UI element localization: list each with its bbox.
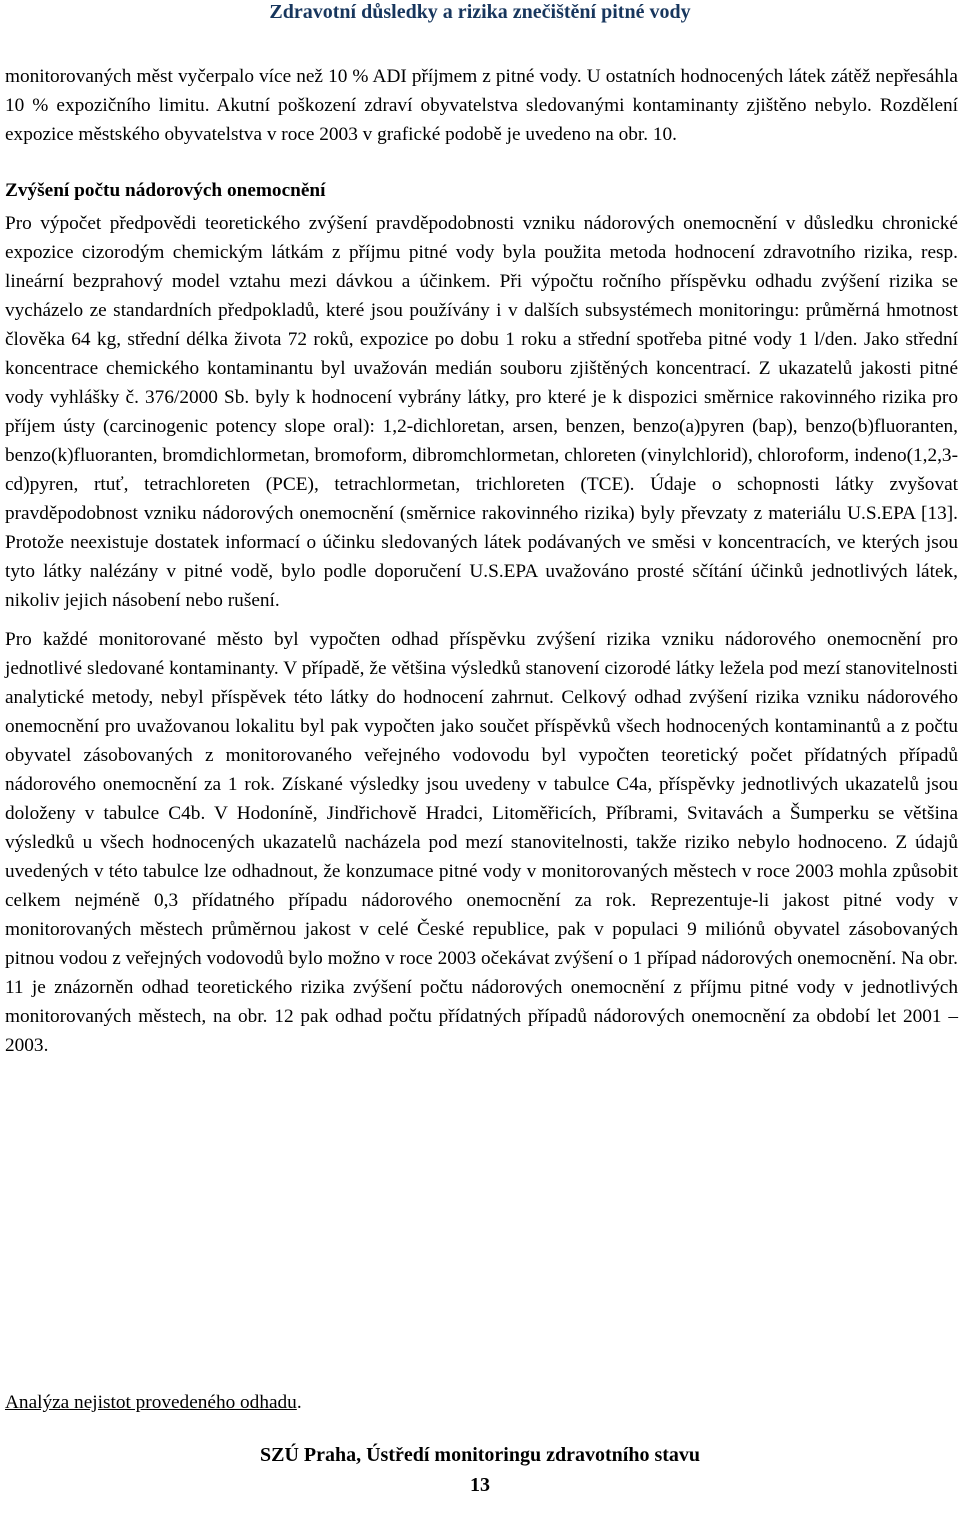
section-paragraph-1: Pro výpočet předpovědi teoretického zvýšení pravděpodobnosti vzniku nádorových onemocnění v důsledku chronické expozice cizorodým chemickým látkám z příjmu pitné vody byla použita metoda hodnocení zdravotního rizika, resp. lineární bezprahový model vztahu mezi dávkou a účinkem. Při výpočtu ročního příspěvku odhadu zvýšení rizika se vycházelo ze standardních předpokladů, které jsou používány i v dalších subsystémech monitoringu: průměrná hmotnost člověka 64 kg, střední délka života 72 roků, expozice po dobu 1 roku a střední spotřeba pitné vody 1 l/den. Jako střední koncentrace chemického kontaminantu byl uvažován medián souboru zjištěných koncentrací. Z ukazatelů jakosti pitné vody vyhlášky č. 376/2000 Sb. byly k hodnocení vybrány látky, pro které je k dispozici směrnice rakovinného rizika pro příjem ústy (carcinogenic potency slope oral): 1,2-dichloretan, arsen, benzen, benzo(a)pyren (bap), benzo(b)fluoranten, benzo(k)fluoranten, bromdichlormetan, bromoform, dibromchlormetan, chloreten (vinylchlorid), chloroform, indeno(1,2,3-cd)pyren, rtuť, tetrachloreten (PCE), tetrachlormetan, trichloreten (TCE). Údaje o schopnosti látky zvyšovat pravděpodobnost vzniku nádorových onemocnění (směrnice rakovinného rizika) byly převzaty z materiálu U.S.EPA [13]. Protože neexistuje dostatek informací o účinku sledovaných látek podávaných ve směsi v koncentracích, ve kterých jsou tyto látky nalézány v pitné vodě, bylo podle doporučení U.S.EPA uvažováno prosté sčítání účinků jednotlivých látek, nikoliv jejich násobení nebo rušení. (5, 213, 958, 611)
document-body (5, 62, 958, 1060)
subsection-heading (5, 1388, 302, 1417)
section-paragraph-2: Pro každé monitorované město byl vypočten odhad příspěvku zvýšení rizika vzniku nádorového onemocnění pro jednotlivé sledované kontaminanty. V případě, že většina výsledků stanovení cizorodé látky ležela pod mezí stanovitelnosti analytické metody, nebyl příspěvek této látky do hodnocení zahrnut. Celkový odhad zvýšení rizika vzniku nádorového onemocnění pro uvažovanou lokalitu byl pak vypočten jako součet příspěvků všech hodnocených kontaminantů a z počtu obyvatel zásobovaných z monitorovaného veřejného vodovodu byl vypočten teoretický počet přídatných případů nádorového onemocnění za 1 rok. Získané výsledky jsou uvedeny v tabulce C4a, příspěvky jednotlivých ukazatelů jsou doloženy v tabulce C4b. V Hodoníně, Jindřichově Hradci, Litoměřicích, Příbrami, Svitavách a Šumperku se většina výsledků u všech hodnocených ukazatelů nacházela pod mezí stanovitelnosti, takže riziko nebylo hodnoceno. Z údajů uvedených v této tabulce lze odhadnout, že konzumace pitné vody v monitorovaných městech v roce 2003 mohla způsobit celkem nejméně 0,3 přídatného případu nádorového onemocnění za rok. Reprezentuje-li jakost pitné vody v monitorovaných městech průměrnou jakost v celé České republice, pak v populaci 9 miliónů obyvatel zásobovaných pitnou vodou z veřejných vodovodů bylo možno v roce 2003 očekávat zvýšení o 1 případ nádorových onemocnění. Na obr. 11 je znázorněn odhad teoretického rizika zvýšení počtu nádorových onemocnění z příjmu pitné vody v jednotlivých monitorovaných městech, na obr. 12 pak odhad počtu přídatných případů nádorových onemocnění za období let 2001 – 2003. (5, 629, 958, 1056)
page-number: 13 (470, 1474, 490, 1496)
intro-paragraph: monitorovaných měst vyčerpalo více než 10 % ADI příjmem z pitné vody. U ostatních hodnocených látek zátěž nepřesáhla 10 % expozičního limitu. Akutní poškození zdraví obyvatelstva sledovanými kontaminanty zjištěno nebylo. Rozdělení expozice městského obyvatelstva v roce 2003 v grafické podobě je uvedeno na obr. 10. (5, 66, 958, 145)
page-footer (0, 1440, 960, 1500)
footer-institution: SZÚ Praha, Ústředí monitoringu zdravotního stavu (259, 1444, 701, 1466)
running-header: Zdravotní důsledky a rizika znečištění pitné vody (269, 1, 691, 23)
subsection-heading-period: . (296, 1392, 302, 1413)
subsection-heading-label: Analýza nejistot provedeného odhadu (5, 1392, 297, 1413)
section-heading: Zvýšení počtu nádorových onemocnění (5, 180, 326, 201)
